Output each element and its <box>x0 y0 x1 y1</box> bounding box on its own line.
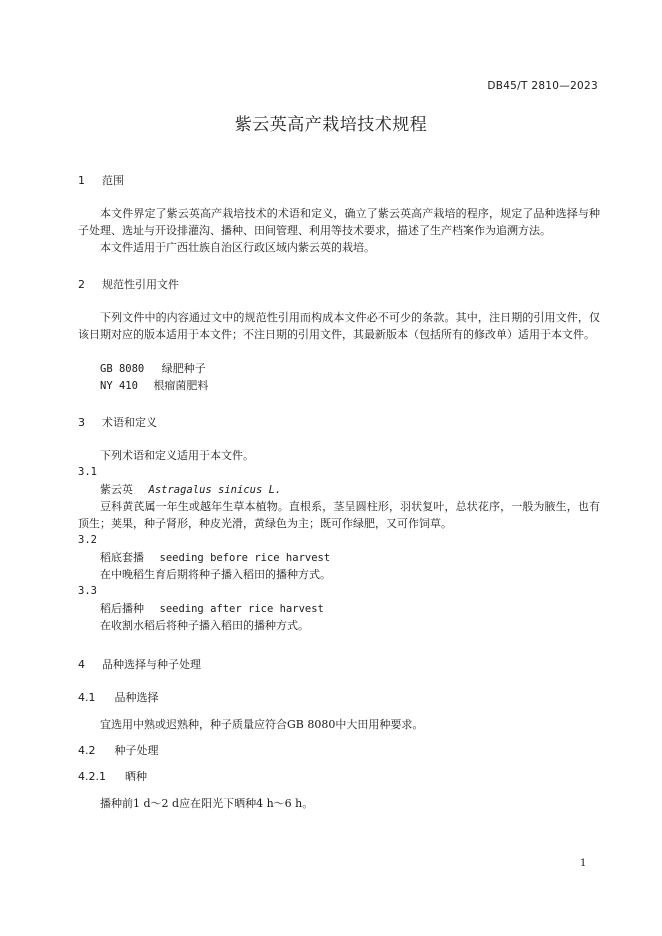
term-number: 3.1 <box>78 466 97 478</box>
section-title: 范围 <box>102 174 124 187</box>
reference-code: NY 410 <box>100 380 138 392</box>
term-definition: 在收割水稻后将种子播入稻田的播种方式。 <box>100 619 309 632</box>
term-chinese: 稻后播种 <box>100 602 144 615</box>
term-number: 3.3 <box>78 585 97 597</box>
section-number: 3 <box>78 416 85 429</box>
page-number: 1 <box>580 858 587 869</box>
subsection-number: 4.1 <box>78 691 96 704</box>
section-title: 规范性引用文件 <box>102 278 179 291</box>
term-number: 3.2 <box>78 534 97 546</box>
subsection-4-2-1-text: 播种前1 d～2 d应在阳光下晒种4 h～6 h。 <box>100 797 314 810</box>
section-number: 2 <box>78 278 85 291</box>
subsection-title: 晒种 <box>125 770 147 783</box>
term-latin-name: Astragalus sinicus L. <box>148 484 282 496</box>
subsection-number: 4.2.1 <box>78 770 106 783</box>
section-2-paragraph: 下列文件中的内容通过文中的规范性引用而构成本文件必不可少的条款。其中，注日期的引用文件，仅该日期对应的版本适用于本文件；不注日期的引用文件，其最新版本（包括所有的修改单）适用于本文件。 <box>78 311 600 341</box>
section-3-intro: 下列术语和定义适用于本文件。 <box>100 449 254 462</box>
term-entry <box>100 481 281 499</box>
term-definition: 豆科黄芪属一年生或越年生草本植物。直根系，茎呈圆柱形，羽状复叶，总状花序，一般为腋生，也有顶生；荚果，种子肾形，种皮光滑，黄绿色为主；既可作绿肥，又可作饲草。 <box>78 500 600 530</box>
reference-name: 绿肥种子 <box>161 362 206 375</box>
term-english: seeding before rice harvest <box>159 552 331 564</box>
section-number: 1 <box>78 174 85 187</box>
section-3-heading <box>78 414 157 430</box>
term-english: seeding after rice harvest <box>159 603 324 615</box>
section-4-heading <box>78 656 201 672</box>
standard-number: DB45/T 2810—2023 <box>487 80 598 92</box>
subsection-title: 种子处理 <box>114 744 159 757</box>
term-chinese: 稻底套播 <box>100 551 144 564</box>
subsection-title: 品种选择 <box>114 691 159 704</box>
section-1-paragraph-1: 本文件界定了紫云英高产栽培技术的术语和定义，确立了紫云英高产栽培的程序，规定了品种选择与种子处理、选址与开设排灌沟、播种、田间管理、利用等技术要求，描述了生产档案作为追溯方法。 <box>78 207 600 237</box>
reference-item <box>100 360 206 378</box>
term-chinese: 紫云英 <box>100 483 133 496</box>
subsection-4-2-1-heading <box>78 768 147 784</box>
subsection-number: 4.2 <box>78 744 96 757</box>
section-title: 术语和定义 <box>102 416 157 429</box>
reference-item <box>100 377 208 395</box>
term-definition: 在中晚稻生育后期将种子播入稻田的播种方式。 <box>100 568 331 581</box>
reference-code: GB 8080 <box>100 363 145 375</box>
section-1-heading <box>78 172 124 188</box>
subsection-4-1-heading <box>78 689 159 705</box>
section-title: 品种选择与种子处理 <box>102 658 201 671</box>
subsection-4-1-text: 宜选用中熟或迟熟种，种子质量应符合GB 8080中大田用种要求。 <box>100 718 424 731</box>
reference-name: 根瘤菌肥料 <box>153 379 209 392</box>
term-entry <box>100 600 324 618</box>
section-1-paragraph-2: 本文件适用于广西壮族自治区行政区域内紫云英的栽培。 <box>100 241 375 254</box>
section-number: 4 <box>78 658 85 671</box>
subsection-4-2-heading <box>78 742 159 758</box>
document-title: 紫云英高产栽培技术规程 <box>234 115 428 135</box>
section-2-heading <box>78 276 179 292</box>
term-entry <box>100 549 330 567</box>
